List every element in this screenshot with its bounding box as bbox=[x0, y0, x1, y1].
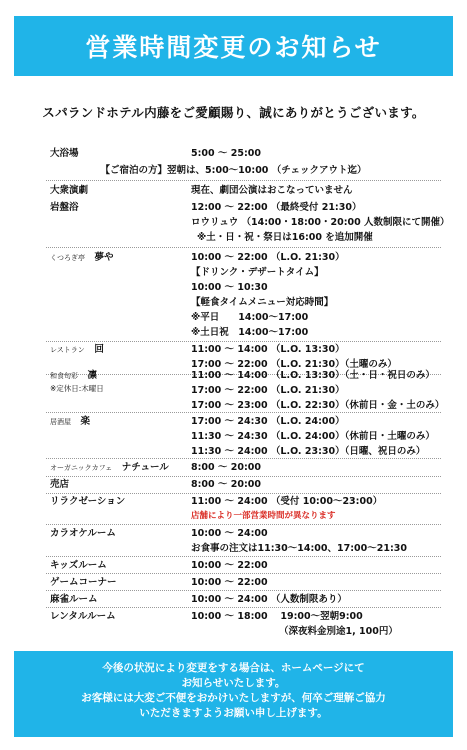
facility-note: ※土・日・祝・祭日は16:00 を追加開催 bbox=[197, 232, 373, 243]
divider bbox=[46, 607, 441, 608]
facility-hours: 8:00 ～ 20:00 bbox=[191, 462, 261, 473]
footer-banner bbox=[14, 651, 453, 737]
facility-hours: 17:00 ～ 24:30 （L.O. 24:00） bbox=[191, 416, 345, 427]
facility-hours: 12:00 ～ 22:00 （最終受付 21:30） bbox=[191, 202, 362, 213]
facility-name: くつろぎ亭 夢や bbox=[50, 252, 114, 263]
facility-hours: 10:00 ～ 22:00 bbox=[191, 560, 268, 571]
facility-hours: 17:00 ～ 22:00 （L.O. 21:30） bbox=[191, 385, 345, 396]
footer-line: 今後の状況により変更をする場合は、ホームページにて bbox=[102, 662, 365, 674]
facility-name: 居酒屋 楽 bbox=[50, 416, 91, 427]
facility-hours: 17:00 ～ 23:00 （L.O. 22:30）（休前日・金・土のみ） bbox=[191, 400, 445, 411]
facility-hours: 10:00 ～ 24:00 （人数制限あり） bbox=[191, 594, 347, 605]
facility-hours: 11:30 ～ 24:00 （L.O. 23:30）（日曜、祝日のみ） bbox=[191, 446, 426, 457]
divider bbox=[46, 458, 441, 459]
facility-hours: 11:30 ～ 24:30 （L.O. 24:00）（休前日・土曜のみ） bbox=[191, 431, 435, 442]
greeting-text: スパランドホテル内藤をご愛顧賜り、誠にありがとうございます。 bbox=[42, 105, 425, 120]
divider bbox=[46, 556, 441, 557]
facility-hours: 【ドリンク・デザートタイム】 bbox=[191, 267, 324, 278]
facility-name: 大浴場 bbox=[50, 148, 79, 159]
divider bbox=[46, 524, 441, 525]
facility-hours: 11:00 ～ 24:00 （受付 10:00～23:00） bbox=[191, 496, 383, 507]
facility-hours: 5:00 ～ 25:00 bbox=[191, 148, 261, 159]
closed-day-note: ※定休日:木曜日 bbox=[50, 384, 104, 393]
page-title: 営業時間変更のお知らせ bbox=[85, 33, 382, 62]
facility-name: レンタルルーム bbox=[50, 611, 116, 622]
divider bbox=[46, 573, 441, 574]
divider bbox=[46, 412, 441, 413]
facility-hours: ロウリュウ （14:00・18:00・20:00 人数制限にて開催） bbox=[191, 217, 450, 228]
title-banner bbox=[14, 16, 453, 76]
facility-note: お食事の注文は11:30～14:00、17:00～21:30 bbox=[191, 543, 407, 554]
facility-name: ゲームコーナー bbox=[50, 577, 117, 588]
facility-hours: 11:00 ～ 14:00 （L.O. 13:30） bbox=[191, 344, 345, 355]
facility-hours: 10:00 ～ 10:30 bbox=[191, 282, 268, 293]
divider bbox=[46, 590, 441, 591]
facility-hours: 10:00 ～ 18:00 19:00～翌朝9:00 bbox=[191, 611, 363, 622]
facility-name: オーガニックカフェ ナチュール bbox=[50, 462, 169, 473]
facility-hours: 10:00 ～ 24:00 bbox=[191, 528, 268, 539]
facility-name: 大衆演劇 bbox=[50, 185, 89, 196]
facility-hours: ※平日 14:00～17:00 bbox=[191, 312, 309, 323]
facility-name: カラオケルーム bbox=[50, 528, 116, 539]
facility-hours: 8:00 ～ 20:00 bbox=[191, 479, 261, 490]
facility-hours: 17:00 ～ 22:00 （L.O. 21:30）（土曜のみ） bbox=[191, 359, 397, 370]
divider bbox=[46, 247, 441, 248]
facility-name: 和食旬彩 凛 ※定休日:木曜日 bbox=[50, 370, 104, 393]
facility-name: レストラン 回 bbox=[50, 344, 104, 355]
footer-line: お知らせいたします。 bbox=[181, 677, 286, 689]
footer-line: お客様には大変ご不便をおかけいたしますが、何卒ご理解ご協力 bbox=[81, 692, 386, 704]
facility-name: 売店 bbox=[50, 479, 70, 490]
facility-hours: 【軽食タイムメニュー対応時間】 bbox=[191, 297, 334, 308]
facility-name: 麻雀ルーム bbox=[50, 594, 98, 605]
facility-name: リラクゼーション bbox=[50, 496, 126, 507]
facility-note: （深夜料金別途1, 100円） bbox=[279, 626, 398, 637]
facility-note: 店舗により一部営業時間が異なります bbox=[191, 511, 336, 521]
facility-hours: ※土日祝 14:00～17:00 bbox=[191, 327, 309, 338]
facility-hours: 現在、劇団公演はおこなっていません bbox=[191, 185, 353, 196]
facility-name: キッズルーム bbox=[50, 560, 107, 571]
divider bbox=[46, 180, 441, 181]
facility-name: 岩盤浴 bbox=[50, 202, 79, 213]
facility-hours: 10:00 ～ 22:00 bbox=[191, 577, 268, 588]
footer-line: いただきますようお願い申し上げます。 bbox=[139, 707, 328, 719]
facility-hours: 10:00 ～ 22:00 （L.O. 21:30） bbox=[191, 252, 345, 263]
facility-hours: 11:00 ～ 14:00 （L.O. 13:30）（土・日・祝日のみ） bbox=[191, 370, 435, 381]
guest-note: 【ご宿泊の方】翌朝は、5:00～10:00 （チェックアウト迄） bbox=[100, 165, 367, 176]
